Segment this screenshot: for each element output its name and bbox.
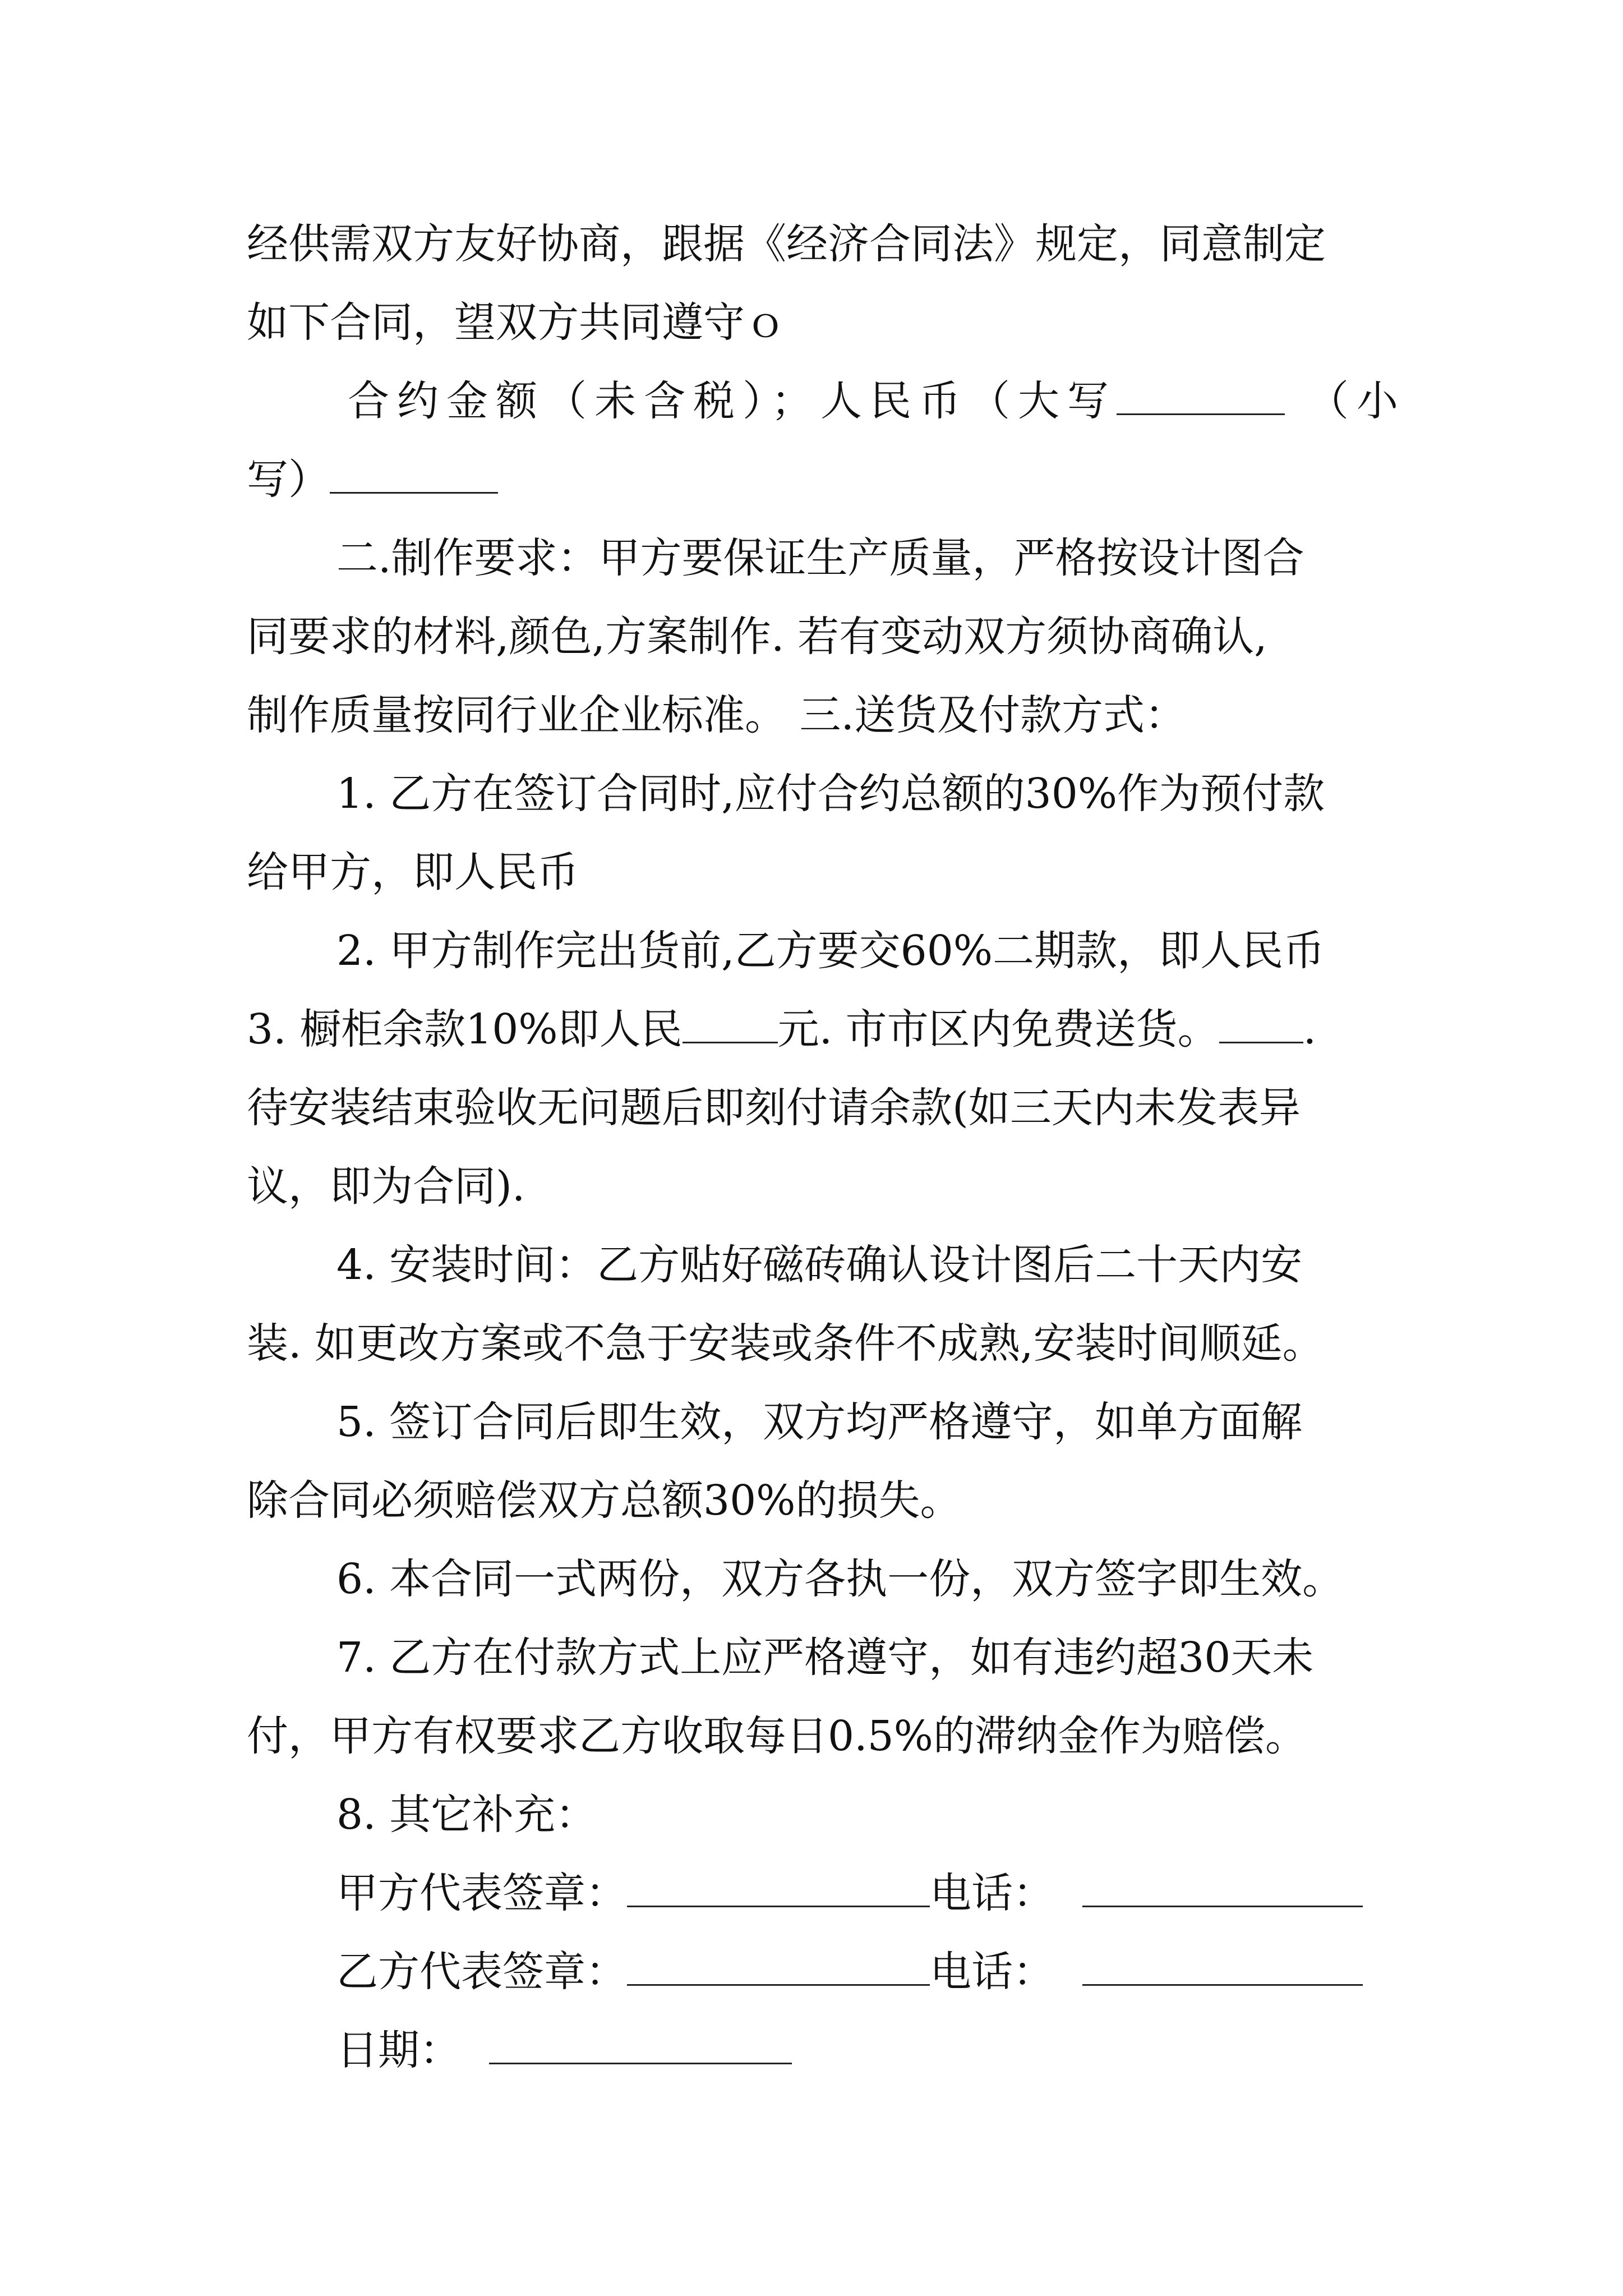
item-1-line-1: 1. 乙方在签订合同时,应付合约总额的30%作为预付款 [336, 770, 1325, 818]
item-3-period: . [1303, 1005, 1317, 1053]
party-a-signature-blank [627, 1869, 930, 1907]
paragraph-intro-line-2: 如下合同，望双方共同遵守ｏ [247, 298, 786, 347]
requirements-line-1: 二.制作要求：甲方要保证生产质量，严格按设计图合 [336, 534, 1304, 582]
item-6-line-1: 6. 本合同一式两份，双方各执一份，双方签字即生效。 [336, 1555, 1344, 1603]
party-a-phone-label: 电话： [930, 1869, 1054, 1917]
party-b-signature-row [336, 1944, 1363, 2000]
item-7-line-2: 付，甲方有权要求乙方收取每日0.5%的滞纳金作为赔偿。 [247, 1712, 1307, 1760]
item-4-line-2: 装. 如更改方案或不急于安装或条件不成熟,安装时间顺延。 [247, 1319, 1324, 1368]
amount-uppercase-blank [1117, 376, 1285, 415]
party-b-signature-blank [627, 1947, 930, 1986]
amount-lowercase-label-end: 写） [247, 455, 330, 504]
item-3-balance-text: 3. 橱柜余款10%即人民 [247, 1005, 683, 1053]
party-a-signature-row [336, 1865, 1363, 1921]
amount-lowercase-label-start: （小 [1307, 377, 1406, 425]
contract-amount-label: 合约金额（未含税）；人民币（大写 [348, 377, 1117, 425]
item-5-line-2: 除合同必须赔偿双方总额30%的损失。 [247, 1476, 962, 1525]
party-b-phone-label: 电话： [930, 1948, 1054, 1996]
requirements-line-3: 制作质量按同行业企业标准。 三.送货及付款方式： [247, 691, 1187, 739]
contract-amount-line-1 [348, 373, 1406, 429]
item-7-line-1: 7. 乙方在付款方式上应严格遵守，如有违约超30天未 [336, 1634, 1314, 1682]
item-3-line-2: 待安装结束验收无问题后即刻付请余款(如三天内未发表异 [247, 1084, 1301, 1132]
amount-lowercase-blank [330, 455, 498, 494]
item-1-line-2: 给甲方，即人民币 [247, 848, 579, 896]
item-4-line-1: 4. 安装时间：乙方贴好磁砖确认设计图后二十天内安 [336, 1241, 1303, 1289]
item-8-line-1: 8. 其它补充： [336, 1791, 597, 1839]
paragraph-intro-line-1: 经供需双方友好协商，跟据《经济合同法》规定，同意制定 [247, 220, 1326, 268]
balance-amount-blank [683, 1005, 778, 1043]
item-5-line-1: 5. 签订合同后即生效，双方均严格遵守，如单方面解 [336, 1398, 1303, 1446]
delivery-blank [1219, 1005, 1303, 1043]
requirements-line-2: 同要求的材料,颜色,方案制作. 若有变动双方须协商确认, [247, 613, 1267, 661]
party-a-signature-label: 甲方代表签章： [336, 1869, 627, 1917]
contract-amount-line-2 [247, 452, 498, 508]
party-b-signature-label: 乙方代表签章： [336, 1948, 627, 1996]
item-3-delivery-text: 元. 市市区内免费送货。 [777, 1005, 1219, 1053]
item-2-line-1: 2. 甲方制作完出货前,乙方要交60%二期款，即人民币 [336, 927, 1325, 975]
party-a-phone-blank [1082, 1869, 1363, 1907]
date-label: 日期： [336, 2026, 461, 2074]
date-blank [489, 2026, 792, 2064]
item-3-line-3: 议，即为合同). [247, 1162, 525, 1211]
date-row [336, 2022, 792, 2078]
item-3-line-1 [247, 1001, 1316, 1057]
party-b-phone-blank [1082, 1947, 1363, 1986]
